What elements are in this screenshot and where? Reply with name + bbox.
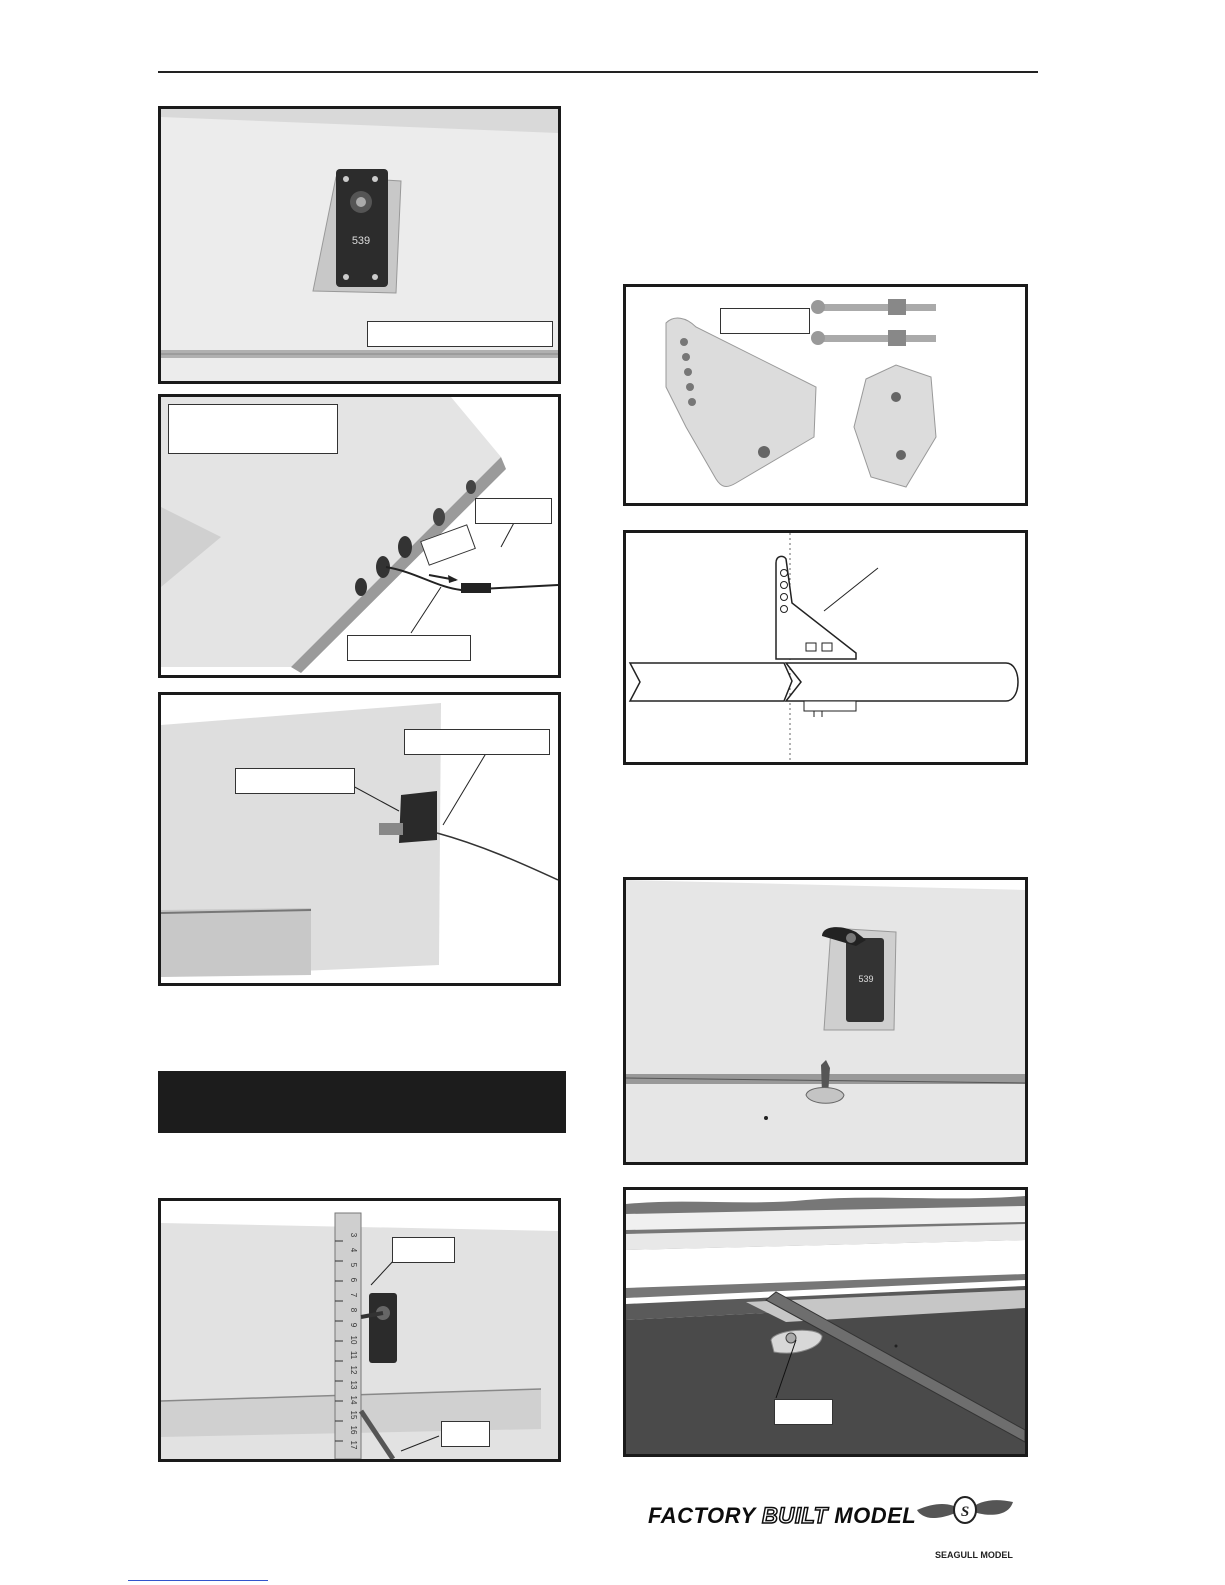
link-underline[interactable] (128, 1580, 268, 1581)
servo-model-text-small: 539 (858, 974, 874, 984)
ruler-tick-label: 11 (349, 1350, 358, 1360)
seagull-logo (915, 1488, 1015, 1548)
callout-box (441, 1421, 490, 1447)
ruler-tick-label: 10 (349, 1335, 358, 1345)
photo-servo-and-horn (623, 877, 1028, 1165)
brand-bold-text: FACTORY (648, 1503, 763, 1528)
callout-box (475, 498, 552, 524)
photo-control-horn-parts (623, 284, 1028, 506)
ruler-tick-label: 14 (349, 1395, 358, 1405)
ruler-tick-label: 17 (349, 1440, 358, 1450)
ruler-tick-label: 16 (349, 1425, 358, 1435)
ruler-tick-label: 5 (349, 1262, 358, 1268)
photo-servo-in-wing (158, 106, 561, 384)
ruler-tick-label: 13 (349, 1380, 358, 1390)
seagull-logo-text: SEAGULL MODEL (935, 1550, 1013, 1560)
ruler-tick-label: 6 (349, 1277, 358, 1283)
callout-box (404, 729, 550, 755)
servo-model-text: 539 (351, 235, 371, 247)
logo-letter: S (960, 1504, 970, 1520)
callout-box (347, 635, 471, 661)
ruler-tick-label: 3 (349, 1232, 358, 1238)
ruler-tick-label: 7 (349, 1292, 358, 1298)
ruler-tick-label: 12 (349, 1365, 358, 1375)
callout-box (235, 768, 355, 794)
photo-wing-plate (158, 692, 561, 986)
photo-wing-root-lead (158, 394, 561, 678)
section-heading-band (158, 1071, 566, 1133)
ruler-tick-label: 15 (349, 1410, 358, 1420)
photo-ruler-measure (158, 1198, 561, 1462)
ruler-tick-label: 4 (349, 1247, 358, 1253)
callout-box (168, 404, 338, 454)
footer-brand (648, 1503, 916, 1529)
ruler-tick-label: 9 (349, 1322, 358, 1328)
ruler-tick-label: 8 (349, 1307, 358, 1313)
brand-tail-text: MODEL (827, 1503, 917, 1528)
callout-box (720, 308, 810, 334)
callout-box (392, 1237, 455, 1263)
diagram-horn-placement (623, 530, 1028, 765)
header-rule (158, 71, 1038, 73)
brand-hollow-text: BUILT (762, 1503, 828, 1528)
photo-tail-bar (623, 1187, 1028, 1457)
callout-box (367, 321, 553, 347)
callout-box (774, 1399, 833, 1425)
